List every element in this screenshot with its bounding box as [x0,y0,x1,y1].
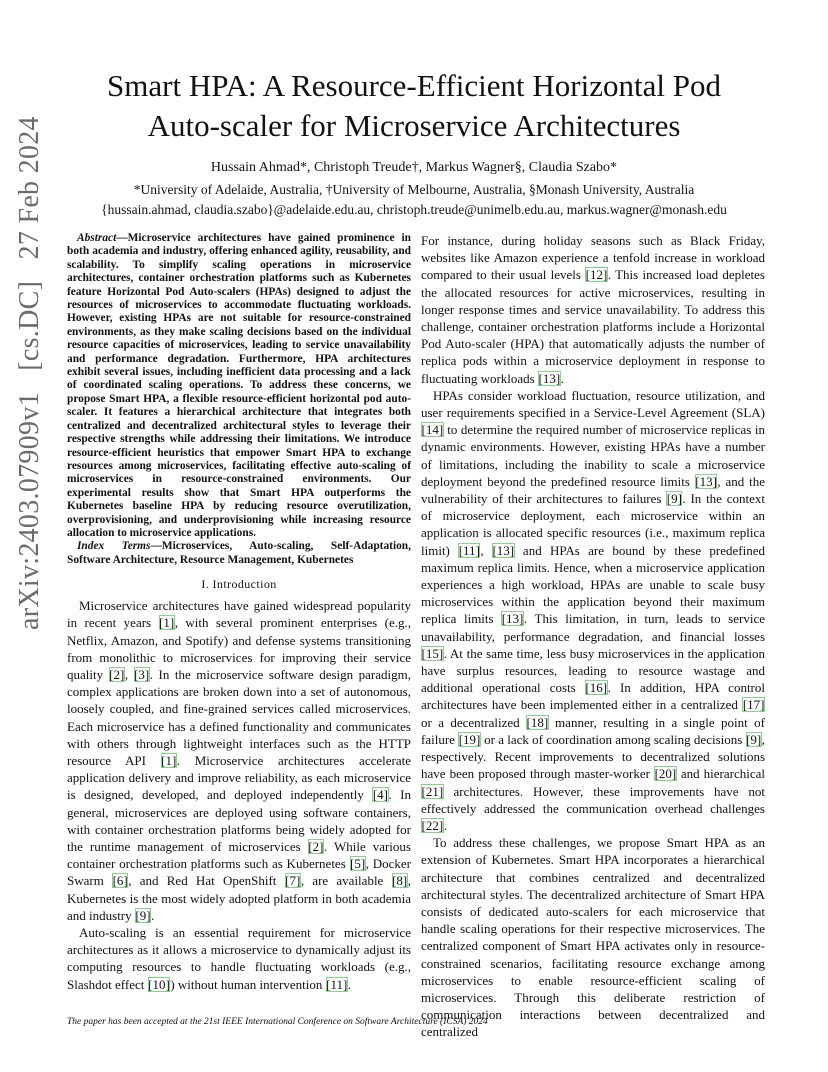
arxiv-category: [cs.DC] [14,280,45,371]
citation-link[interactable]: [ 13 ] [501,611,524,626]
citation-link[interactable]: [ 10 ] [148,977,171,992]
citation-link[interactable]: [ 17 ] [742,697,765,712]
index-terms [67,540,411,567]
intro-paragraph-4: HPAs consider workload fluctuation, resource utilization, and user requirements specified in a Service-Level Agreement (SLA) [ 14 ] to determine the required number of microservice replicas in dynamic environments. However, existing HPAs have a number of limitations, including the inability to scale a microservice deployment beyond the predefined resource limits [ 13 ] , and the vulnerability of their architectures to failures [ 9 ] . In the context of microservice deployment, each microservice within an application is allocated specific resources (i.e., maximum replica limit) [ 11 ] , [ 13 ] and HPAs are bound by these predefined maximum replica limits. Hence, when a microservice application experiences a high workload, HPAs are unable to scale busy microservices within the application beyond their maximum replica limits [ 13 ] . This limitation, in turn, leads to service unavailability, performance degradation, and financial losses [ 15 ] . At the same time, less busy microservices in the application have surplus resources, leading to resource wastage and additional operational costs [ 16 ] . In addition, HPA control architectures have been implemented either in a centralized [ 17 ] or a decentralized [ 18 ] manner, resulting in a single point of failure [ 19 ] or a lack of coordination among scaling decisions [ 9 ] , respectively. Recent improvements to decentralized solutions have been proposed through master-worker [ 20 ] and hierarchical [ 21 ] architectures. However, these improvements have not effectively addressed the communication overhead challenges [ 22 ] . [421,387,765,834]
abstract-text: —Microservice architectures have gained prominence in both academia and industry, offering enhanced agility, reusability, and scalability. To simplify scaling operations in microservice architectures, container orchestration platforms such as Kubernetes feature Horizontal Pod Auto-scalers (HPAs) designed to adjust the resources of microservices to accommodate fluctuating workloads. However, existing HPAs are not suitable for resource-constrained environments, as they make scaling decisions based on the individual resource capacities of microservices, leading to service unavailability and performance degradation. Furthermore, HPA architectures exhibit several issues, including inefficient data processing and a lack of coordinated scaling operations. To address these concerns, we propose Smart HPA, a flexible resource-efficient horizontal pod auto-scaler. It features a hierarchical architecture that integrates both centralized and decentralized architectural styles to leverage their respective strengths while addressing their limitations. We introduce resource-efficient heuristics that empower Smart HPA to exchange resources among microservices, facilitating effective auto-scaling of microservices in resource-constrained environments. Our experimental results show that Smart HPA outperforms the Kubernetes baseline HPA by reducing resource overutilization, overprovisioning, and underprovisioning while increasing resource allocation to microservice applications. [67,232,411,539]
citation-link[interactable]: [ 16 ] [585,680,608,695]
citation-link[interactable]: [ 18 ] [526,715,549,730]
title-line-2: Auto-scaler for Microservice Architectures [147,108,681,143]
citation-link[interactable]: [ 7 ] [285,873,301,888]
citation-link[interactable]: [ 11 ] [326,977,348,992]
citation-link[interactable]: [ 14 ] [421,422,444,437]
intro-paragraph-5: To address these challenges, we propose Smart HPA as an extension of Kubernetes. Smart HPA incorporates a hierarchical architecture that combines centralized and decentralized architectural styles. The decentralized architecture of Smart HPA consists of dedicated auto-scalers for each microservice that handle scaling operations for their respective microservices. The centralized component of Smart HPA activates only in resource-constrained scenarios, facilitating resource exchange among microservices to enable resource-efficient scaling of microservices. Through this deliberate restriction of communication interactions between decentralized and centralized [421,835,765,1040]
citation-link[interactable]: [ 12 ] [585,267,608,282]
intro-paragraph-3: For instance, during holiday seasons such as Black Friday, websites like Amazon experience a tenfold increase in workload compared to their usual levels [ 12 ] . This increased load depletes the allocated resources for active microservices, resulting in longer response times and service unavailability. To address this challenge, container orchestration platforms include a Horizontal Pod Auto-scaler (HPA) that automatically adjusts the number of replica pods within a microservice deployment in response to fluctuating workloads [ 13 ] . [421,232,765,387]
citation-link[interactable]: [ 11 ] [458,543,480,558]
section-heading-introduction: I. Introduction [201,577,277,592]
citation-link[interactable]: [ 2 ] [109,667,125,682]
author-list: Hussain Ahmad*, Christoph Treude†, Markus Wagner§, Claudia Szabo* [210,160,618,175]
citation-link[interactable]: [ 21 ] [421,784,444,799]
citation-link[interactable]: [ 9 ] [135,908,151,923]
index-terms-text: —Microservices, Auto-scaling, Self-Adaptation, Software Architecture, Resource Management, Kubernetes [67,540,411,566]
citation-link[interactable]: [ 13 ] [538,371,561,386]
index-terms-lead: Index Terms [77,540,151,553]
intro-paragraph-2: Auto-scaling is an essential requirement for microservice architectures as it allows a microservice to dynamically adjust its computing resources to handle fluctuating workloads (e.g., Slashdot effect [ 10 ] ) without human intervention [ 11 ] . [67,924,411,993]
citation-link[interactable]: [ 2 ] [308,839,324,854]
footer-note: The paper has been accepted at the 21st IEEE International Conference on Software Architecture (ICSA) 2024 [67,1017,488,1027]
citation-link[interactable]: [ 5 ] [350,856,366,871]
title-line-1: Smart HPA: A Resource-Efficient Horizontal Pod [107,68,721,103]
arxiv-date: 27 Feb 2024 [14,116,45,260]
citation-link[interactable]: [ 4 ] [372,787,388,802]
affiliations: *University of Adelaide, Australia, †University of Melbourne, Australia, §Monash University, Australia [133,182,695,197]
citation-link[interactable]: [ 13 ] [492,543,515,558]
citation-link[interactable]: [ 3 ] [134,667,150,682]
citation-link[interactable]: [ 1 ] [159,615,175,630]
right-column [421,232,765,1041]
intro-paragraph-1: Microservice architectures have gained widespread popularity in recent years [ 1 ] , with several prominent enterprises (e.g., Netflix, Amazon, and Spotify) and defense systems transitioning from monolithic to microservices for improving their service quality [ 2 ] , [ 3 ] . In the microservice software design paradigm, complex applications are broken down into a set of autonomous, loosely coupled, and fine-grained services called microservices. Each microservice has a defined functionality and communicates with others through lightweight interfaces such as the HTTP resource API [ 1 ] . Microservice architectures accelerate application delivery and improve reliability, as each microservice is designed, developed, and deployed independently [ 4 ] . In general, microservices are deployed using software containers, with container orchestration platforms being widely adopted for the runtime management of microservices [ 2 ] . While various container orchestration platforms such as Kubernetes [ 5 ] , Docker Swarm [ 6 ] , and Red Hat OpenShift [ 7 ] , are available [ 8 ] , Kubernetes is the most widely adopted platform in both academia and industry [ 9 ] . [67,597,411,924]
citation-link[interactable]: [ 1 ] [161,753,177,768]
arxiv-id: arXiv:2403.07909v1 [14,392,45,630]
citation-link[interactable]: [ 6 ] [112,873,128,888]
citation-link[interactable]: [ 13 ] [695,474,718,489]
left-column [67,232,411,993]
paper-title [60,66,768,146]
citation-link[interactable]: [ 9 ] [666,491,682,506]
abstract-lead: Abstract [77,232,117,244]
citation-link[interactable]: [ 8 ] [392,873,408,888]
author-emails: {hussain.ahmad, claudia.szabo}@adelaide.edu.au, christoph.treude@unimelb.edu.au, markus.wagner@monash.edu [101,202,727,217]
citation-link[interactable]: [ 9 ] [746,732,762,747]
abstract [67,232,411,540]
citation-link[interactable]: [ 22 ] [421,818,444,833]
citation-link[interactable]: [ 19 ] [458,732,481,747]
citation-link[interactable]: [ 20 ] [654,766,677,781]
citation-link[interactable]: [ 15 ] [421,646,444,661]
